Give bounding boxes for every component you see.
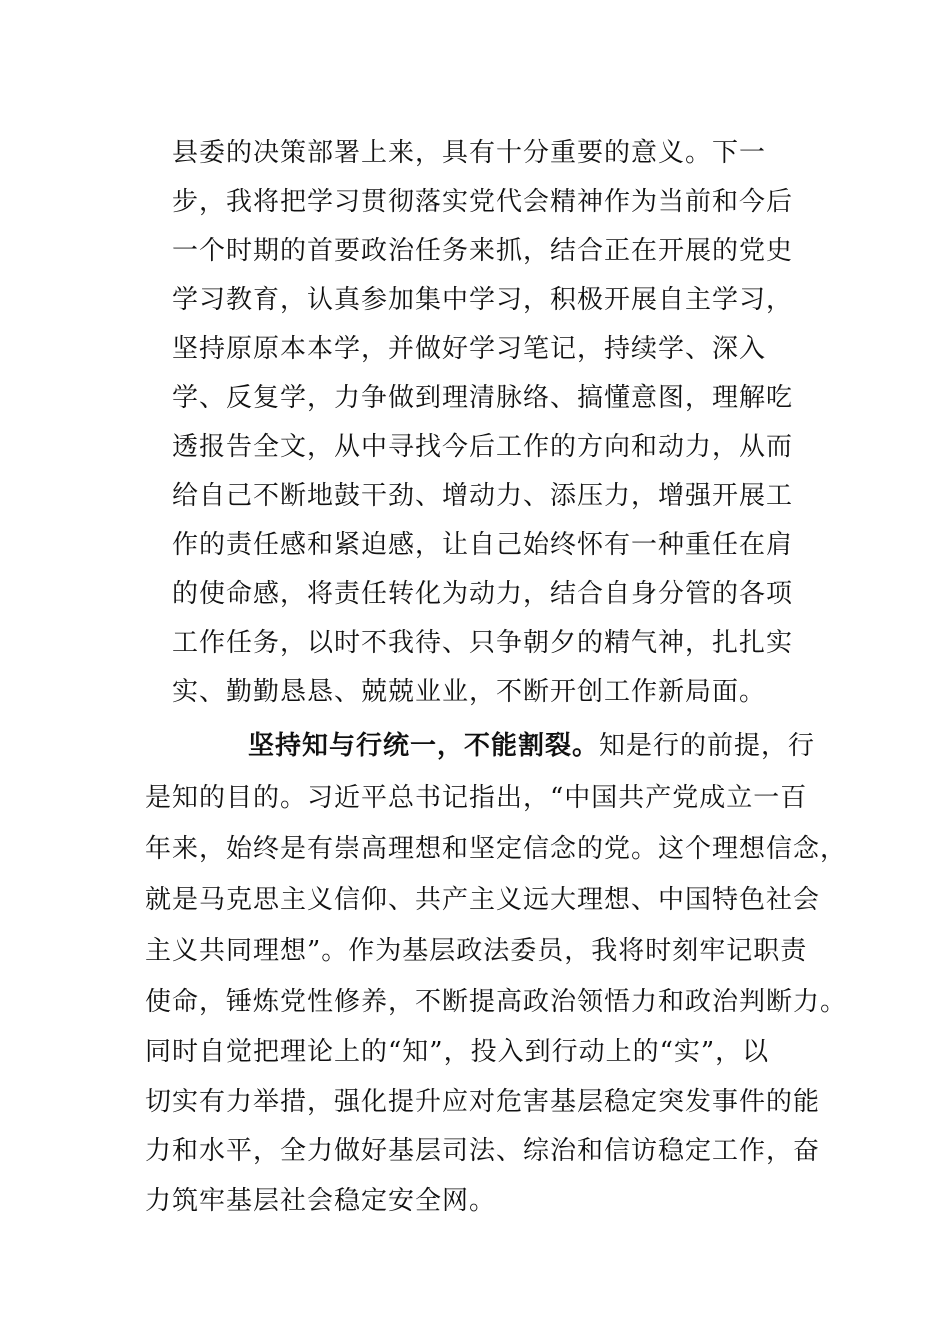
text-line: 工作任务，以时不我待、只争朝夕的精气神，扎扎实 bbox=[172, 628, 794, 658]
text-line: 步，我将把学习贯彻落实党代会精神作为当前和今后 bbox=[172, 187, 794, 217]
text-line: 切实有力举措，强化提升应对危害基层稳定突发事件的能 bbox=[145, 1087, 821, 1117]
text-line: 实、勤勤恳恳、兢兢业业，不断开创工作新局面。 bbox=[172, 677, 767, 707]
text-line: 一个时期的首要政治任务来抓，结合正在开展的党史 bbox=[172, 236, 794, 266]
text-line: 知是行的前提，行 bbox=[599, 731, 816, 761]
text-line: 给自己不断地鼓干劲、增动力、添压力，增强开展工 bbox=[172, 481, 794, 511]
text-line: 是知的目的。习近平总书记指出，“中国共产党成立一百 bbox=[145, 783, 808, 813]
text-line: 透报告全文，从中寻找今后工作的方向和动力，从而 bbox=[172, 432, 794, 462]
paragraph-first-line bbox=[248, 730, 815, 762]
text-line: 年来，始终是有崇高理想和坚定信念的党。这个理想信念， bbox=[145, 834, 848, 864]
text-line: 的使命感，将责任转化为动力，结合自身分管的各项 bbox=[172, 579, 794, 609]
text-line: 作的责任感和紧迫感，让自己始终怀有一种重任在肩 bbox=[172, 530, 794, 560]
paragraph-heading: 坚持知与行统一，不能割裂。 bbox=[248, 731, 600, 761]
text-line: 县委的决策部署上来，具有十分重要的意义。下一 bbox=[172, 138, 767, 168]
text-line: 坚持原原本本学，并做好学习笔记，持续学、深入 bbox=[172, 334, 767, 364]
text-line: 力筑牢基层社会稳定安全网。 bbox=[145, 1186, 497, 1216]
text-line: 使命，锤炼党性修养，不断提高政治领悟力和政治判断力。 bbox=[145, 987, 848, 1017]
text-line: 同时自觉把理论上的“知”，投入到行动上的“实”，以 bbox=[145, 1037, 770, 1067]
text-line: 就是马克思主义信仰、共产主义远大理想、中国特色社会 bbox=[145, 885, 821, 915]
text-line: 学、反复学，力争做到理清脉络、搞懂意图，理解吃 bbox=[172, 383, 794, 413]
text-line: 力和水平，全力做好基层司法、综治和信访稳定工作，奋 bbox=[145, 1136, 821, 1166]
text-line: 学习教育，认真参加集中学习，积极开展自主学习， bbox=[172, 285, 794, 315]
text-line: 主义共同理想”。作为基层政法委员，我将时刻牢记职责 bbox=[145, 936, 808, 966]
